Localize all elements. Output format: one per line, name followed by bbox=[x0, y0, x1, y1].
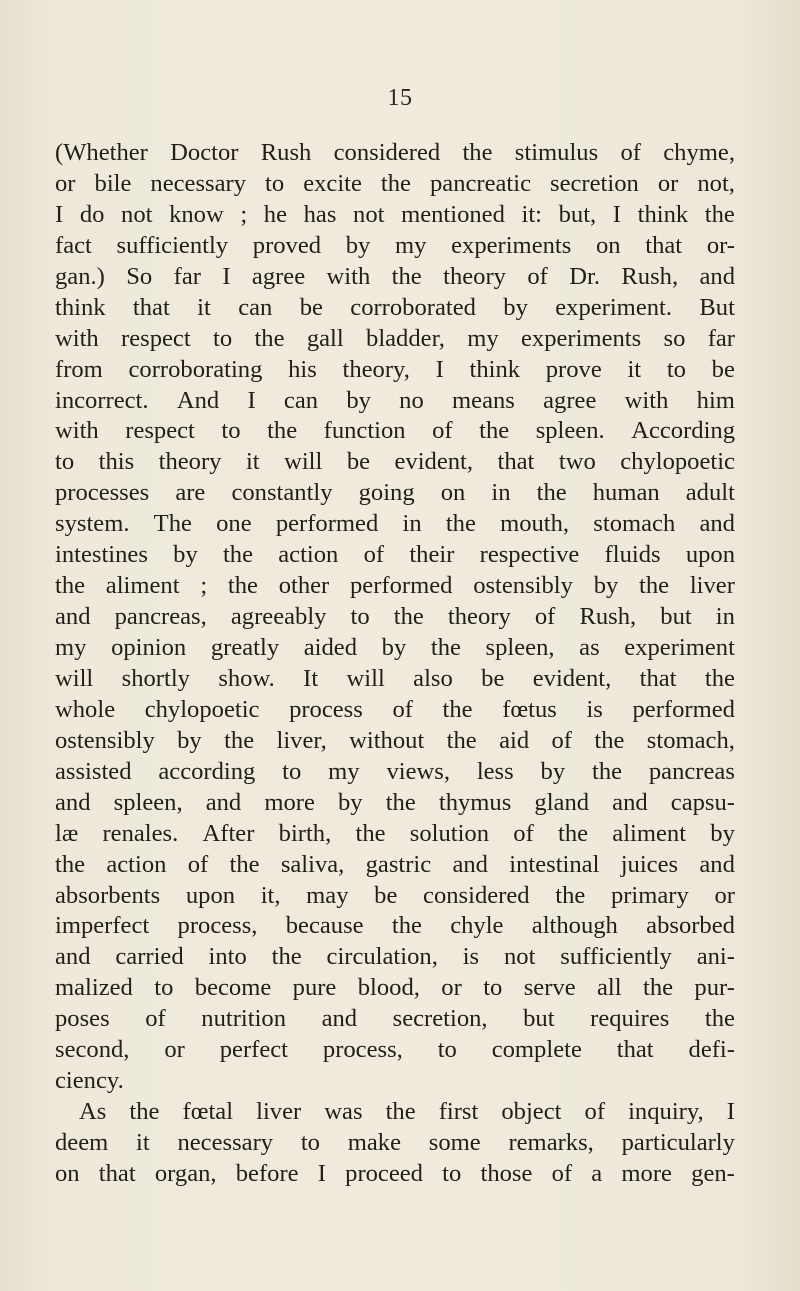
text-line: the action of the saliva, gastric and intestinal juices and bbox=[55, 850, 735, 878]
text-line: læ renales. After birth, the solution of the aliment by bbox=[55, 819, 735, 847]
page-number: 15 bbox=[387, 85, 413, 111]
text-line: second, or perfect process, to complete that defi- bbox=[55, 1036, 735, 1064]
text-line: imperfect process, because the chyle although absorbed bbox=[55, 912, 735, 940]
text-line: intestines by the action of their respective fluids upon bbox=[55, 541, 735, 569]
text-line: and carried into the circulation, is not sufficiently ani- bbox=[55, 943, 735, 971]
text-line: ostensibly by the liver, without the aid of the stomach, bbox=[55, 726, 735, 754]
text-line: with respect to the function of the spleen. According bbox=[55, 417, 735, 445]
text-line: to this theory it will be evident, that two chylopoetic bbox=[55, 448, 735, 476]
text-line: deem it necessary to make some remarks, particularly bbox=[55, 1129, 735, 1156]
text-line: think that it can be corroborated by experiment. But bbox=[55, 293, 735, 321]
text-line: (Whether Doctor Rush considered the stimulus of chyme, bbox=[55, 139, 735, 166]
text-line: or bile necessary to excite the pancreatic secretion or not, bbox=[55, 169, 735, 197]
text-line: my opinion greatly aided by the spleen, as experiment bbox=[55, 634, 735, 661]
text-line: poses of nutrition and secretion, but requires the bbox=[55, 1005, 735, 1033]
paragraph-start-line: As the fœtal liver was the first object of inquiry, I bbox=[79, 1098, 735, 1126]
text-line: and pancreas, agreeably to the theory of Rush, but in bbox=[55, 603, 735, 631]
text-line: will shortly show. It will also be evident, that the bbox=[55, 664, 735, 692]
text-line: whole chylopoetic process of the fœtus is performed bbox=[55, 695, 735, 723]
text-line: and spleen, and more by the thymus gland and capsu- bbox=[55, 788, 735, 816]
text-line: absorbents upon it, may be considered the primary or bbox=[55, 881, 735, 909]
text-line: with respect to the gall bladder, my experiments so far bbox=[55, 324, 735, 352]
text-line: incorrect. And I can by no means agree with him bbox=[55, 386, 735, 414]
text-line: gan.) So far I agree with the theory of Dr. Rush, and bbox=[55, 262, 735, 290]
body-text bbox=[55, 138, 735, 1190]
text-line: assisted according to my views, less by the pancreas bbox=[55, 757, 735, 785]
text-line: ciency. bbox=[55, 1067, 124, 1095]
text-line: I do not know ; he has not mentioned it: but, I think the bbox=[55, 200, 735, 228]
text-line: malized to become pure blood, or to serve all the pur- bbox=[55, 974, 735, 1002]
text-line: from corroborating his theory, I think prove it to be bbox=[55, 355, 735, 383]
text-line: the aliment ; the other performed ostensibly by the liver bbox=[55, 572, 735, 600]
text-line: processes are constantly going on in the human adult bbox=[55, 479, 735, 507]
text-line: system. The one performed in the mouth, stomach and bbox=[55, 510, 735, 538]
text-line: fact sufficiently proved by my experiments on that or- bbox=[55, 231, 735, 259]
text-line: on that organ, before I proceed to those of a more gen- bbox=[55, 1159, 735, 1187]
